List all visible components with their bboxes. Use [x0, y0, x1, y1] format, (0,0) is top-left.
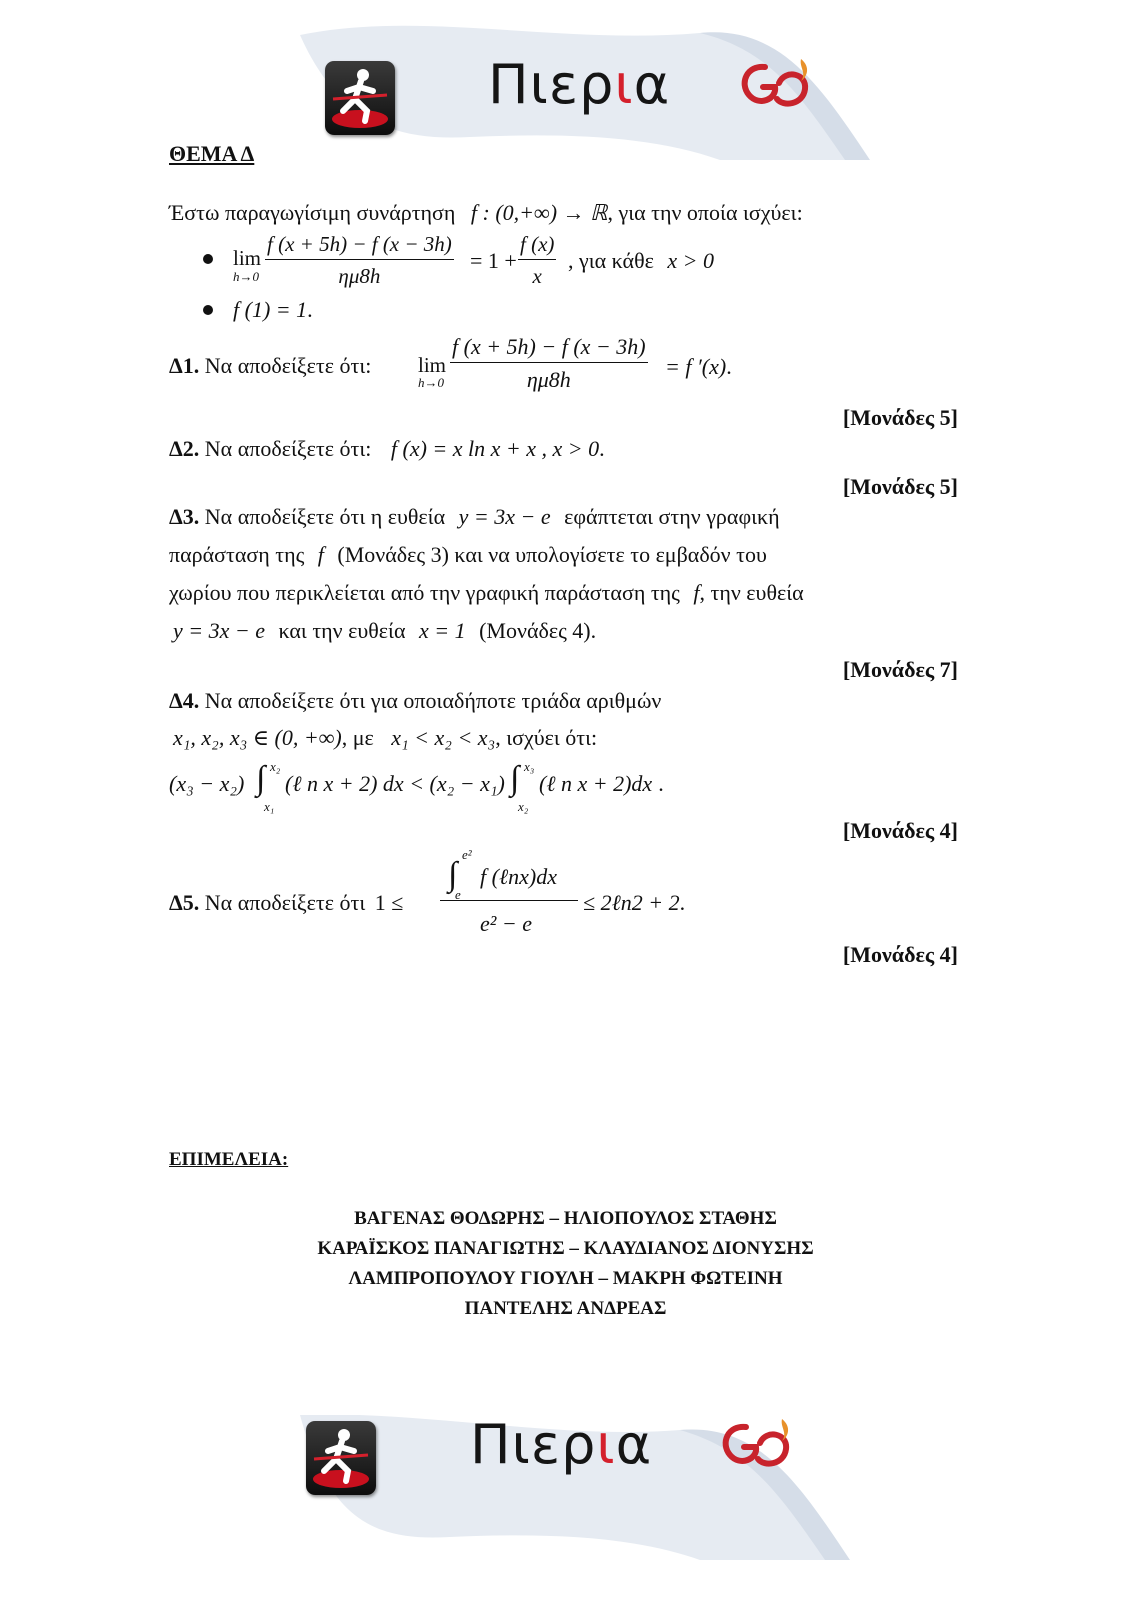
- d4-line2m2: x₁ < x₂ < x₃: [391, 725, 496, 750]
- d3-text1: Να αποδείξετε ότι η ευθεία: [204, 504, 446, 529]
- d4-int1-upper: x₂: [270, 759, 281, 774]
- bullet1-equals: = 1 +: [470, 248, 517, 273]
- d3-line4m2: x = 1: [418, 618, 466, 643]
- d4-int1-body: (ℓ n x + 2) dx < (x₂ − x₁): [285, 771, 505, 796]
- credits-line-1: ΒΑΓΕΝΑΣ ΘΟΔΩΡΗΣ – ΗΛΙΟΠΟΥΛΟΣ ΣΤΑΘΗΣ: [354, 1208, 777, 1229]
- d5-integral-sign: ∫: [448, 856, 458, 893]
- intro-tail: , για την οποία ισχύει:: [607, 200, 803, 225]
- bullet1-denominator: ημ8h: [338, 264, 381, 288]
- d2-marks: [Μονάδες 5]: [842, 474, 958, 499]
- bullet1-condition: x > 0: [667, 248, 714, 273]
- d4-int2-body: (ℓ n x + 2)dx: [539, 771, 653, 796]
- d2-label: Δ2.: [169, 436, 200, 461]
- d3-label: Δ3.: [169, 504, 200, 529]
- bullet2-math: f (1) = 1: [233, 297, 308, 322]
- d1-numerator: f (x + 5h) − f (x − 3h): [450, 334, 648, 363]
- footer-company-swirl-logo: [716, 1415, 796, 1475]
- intro-line: [169, 202, 803, 224]
- footer-brand-text-right: α: [615, 1413, 653, 1476]
- d3-line3a: χωρίου που περικλείεται από την γραφική παράσταση της: [169, 580, 680, 605]
- footer-pieria-brand-wordmark: [470, 1413, 652, 1476]
- intro-text: Έστω παραγωγίσιμη συνάρτηση: [169, 200, 456, 225]
- d3-line3m: f: [693, 580, 700, 605]
- bullet-1: [203, 254, 213, 264]
- d3-marks: [Μονάδες 7]: [842, 657, 958, 682]
- bullet2-line: [233, 299, 313, 321]
- d5-marks: [Μονάδες 4]: [842, 942, 958, 967]
- d4-ineq-left: (x₃ − x₂): [169, 771, 245, 796]
- d3-line1: [169, 506, 780, 528]
- d3-text1b: εφάπτεται στην γραφική: [564, 504, 780, 529]
- d3-line2a: παράσταση της: [169, 542, 305, 567]
- bullet1-rhs-numerator: f (x): [518, 232, 556, 260]
- d5-numerator: f (ℓnx)dx: [480, 864, 557, 889]
- d3-line3: [169, 582, 804, 604]
- bullet2-tail: .: [307, 297, 313, 322]
- d3-line2b: (Μονάδες 3) και να υπολογίσετε το εμβαδόν του: [337, 542, 767, 567]
- d4-marks: [Μονάδες 4]: [842, 818, 958, 843]
- d2-text: Να αποδείξετε ότι:: [204, 436, 372, 461]
- credits-line-3: ΛΑΜΠΡΟΠΟΥΛΟΥ ΓΙΟΥΛΗ – ΜΑΚΡΗ ΦΩΤΕΙΝΗ: [348, 1268, 783, 1289]
- d5-right: ≤ 2ℓn2 + 2: [583, 890, 680, 915]
- d5-left: 1 ≤: [374, 890, 404, 915]
- bullet1-tail: , για κάθε: [568, 248, 654, 273]
- bullet-2: [203, 305, 213, 315]
- bullet1-rhs-fraction: [518, 232, 556, 289]
- footer-banner: [0, 1415, 1131, 1565]
- d4-integral1-sign: ∫: [256, 760, 266, 797]
- brand-text-dot: ι: [614, 53, 634, 116]
- d4-integral2-sign: ∫: [510, 760, 520, 797]
- d1-rhs: = f ′(x): [665, 354, 727, 379]
- d4-tail: .: [658, 771, 664, 796]
- d1-rhs-line: [665, 356, 732, 378]
- d1-label: Δ1.: [169, 353, 200, 378]
- d1-text: Να αποδείξετε ότι:: [204, 353, 372, 378]
- d5-line: [169, 892, 403, 914]
- bullet1-lim: lim: [233, 246, 262, 270]
- d4-label: Δ4.: [169, 688, 200, 713]
- d5-tail: .: [679, 890, 686, 915]
- intro-math: f : (0,+∞) → ℝ: [470, 200, 608, 225]
- d1-marks: [Μονάδες 5]: [842, 405, 958, 430]
- brand-text-left: Πιερ: [488, 53, 615, 116]
- bullet1-tail-line: [568, 250, 714, 272]
- d5-int-upper: e²: [462, 847, 472, 862]
- d4-line2: [173, 727, 597, 749]
- credits-line-2: ΚΑΡΑΪΣΚΟΣ ΠΑΝΑΓΙΩΤΗΣ – ΚΛΑΥΔΙΑΝΟΣ ΔΙΟΝΥΣΗΣ: [317, 1238, 814, 1259]
- d5-fraction-bar: [440, 900, 578, 901]
- d5-label: Δ5.: [169, 890, 200, 915]
- d4-int1-lower: x₁: [264, 799, 275, 814]
- d4-int2-upper: x₃: [524, 759, 535, 774]
- d1-denominator: ημ8h: [526, 367, 571, 392]
- brand-text-right: α: [633, 53, 671, 116]
- d1-lim: lim: [418, 353, 447, 377]
- d3-line4a: και την ευθεία: [278, 618, 406, 643]
- d3-line4b: (Μονάδες 4).: [479, 618, 597, 643]
- d3-math1: y = 3x − e: [458, 504, 551, 529]
- d4-line2a: , με: [341, 725, 374, 750]
- credits-line-4: ΠΑΝΤΕΛΗΣ ΑΝΔΡΕΑΣ: [464, 1298, 667, 1319]
- d4-line2m1: x₁, x₂, x₃ ∈ (0, +∞): [173, 725, 342, 750]
- d3-line4m1: y = 3x − e: [173, 618, 265, 643]
- d1-tail: .: [726, 354, 732, 379]
- footer-brand-text-left: Πιερ: [470, 1413, 597, 1476]
- credits-title: ΕΠΙΜΕΛΕΙΑ:: [169, 1149, 289, 1170]
- d5-text: Να αποδείξετε ότι: [204, 890, 366, 915]
- footer-brand-text-dot: ι: [596, 1413, 616, 1476]
- d4-line1: [169, 690, 661, 712]
- d3-line2: [169, 544, 767, 566]
- d5-right-line: [583, 892, 685, 914]
- topic-title: ΘΕΜΑ Δ: [169, 141, 255, 166]
- d5-int-lower: e: [455, 887, 461, 902]
- d4-int2-body-line: [539, 773, 664, 795]
- bullet1-numerator: f (x + 5h) − f (x − 3h): [265, 232, 454, 260]
- d5-denominator: e² − e: [480, 911, 532, 936]
- d2-math: f (x) = x ln x + x , x > 0: [390, 436, 600, 461]
- bullet1-rhs-denominator: x: [532, 264, 542, 288]
- footer-runner-app-logo: [306, 1421, 376, 1495]
- d3-line3b: , την ευθεία: [699, 580, 804, 605]
- d4-int2-lower: x₂: [518, 799, 529, 814]
- d3-line4: [173, 620, 596, 642]
- d1-line: [169, 355, 371, 377]
- d2-line: [169, 438, 605, 460]
- bullet1-fraction: [265, 232, 454, 289]
- d3-line2m: f: [317, 542, 324, 567]
- d4-text1: Να αποδείξετε ότι για οποιαδήποτε τριάδα αριθμών: [204, 688, 662, 713]
- bullet1-lim-sub: h→0: [233, 269, 259, 284]
- d1-fraction: [450, 334, 648, 393]
- d4-line2b: , ισχύει ότι:: [495, 725, 598, 750]
- d1-lim-sub: h→0: [418, 375, 444, 390]
- d2-tail: .: [599, 436, 605, 461]
